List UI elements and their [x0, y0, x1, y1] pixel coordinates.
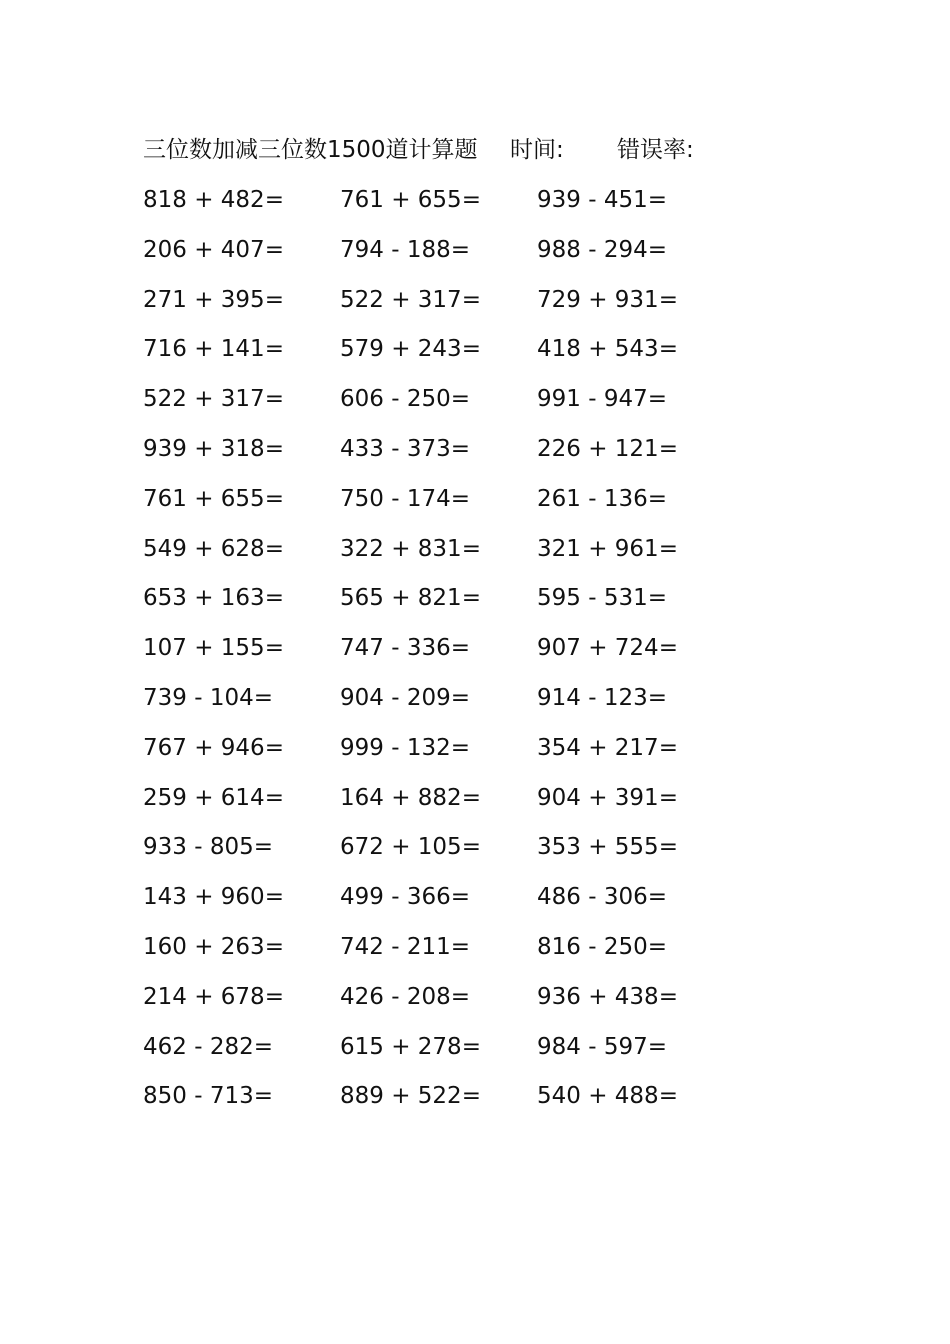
problem: 984 - 597=: [537, 1033, 667, 1060]
problem: 595 - 531=: [537, 585, 667, 612]
problem: 794 - 188=: [340, 236, 470, 263]
problem: 322 + 831=: [340, 535, 481, 562]
problem: 933 - 805=: [143, 834, 273, 861]
problem-row: [143, 728, 743, 778]
problem: 816 - 250=: [537, 933, 667, 960]
problem: 991 - 947=: [537, 386, 667, 413]
problem-row: [143, 778, 743, 828]
problem: 354 + 217=: [537, 734, 678, 761]
problem-row: [143, 429, 743, 479]
problem: 522 + 317=: [340, 286, 481, 313]
problem-row: [143, 529, 743, 579]
problem: 767 + 946=: [143, 734, 284, 761]
problem: 889 + 522=: [340, 1083, 481, 1110]
problem: 936 + 438=: [537, 983, 678, 1010]
problem: 729 + 931=: [537, 286, 678, 313]
problem: 999 - 132=: [340, 734, 470, 761]
problem: 907 + 724=: [537, 635, 678, 662]
problem: 750 - 174=: [340, 485, 470, 512]
problem: 761 + 655=: [340, 187, 481, 213]
problem: 672 + 105=: [340, 834, 481, 861]
problem: 271 + 395=: [143, 286, 284, 313]
problem-row: [143, 827, 743, 877]
problem-row: [143, 977, 743, 1027]
problem: 418 + 543=: [537, 336, 678, 363]
problem-row: [143, 280, 743, 330]
problem-row: [143, 877, 743, 927]
time-label: 时间:: [510, 137, 564, 163]
problem-row: [143, 329, 743, 379]
problem: 579 + 243=: [340, 336, 481, 363]
problem: 259 + 614=: [143, 784, 284, 811]
problem: 206 + 407=: [143, 236, 284, 263]
problem-row: [143, 479, 743, 529]
problem: 226 + 121=: [537, 435, 678, 462]
problem: 565 + 821=: [340, 585, 481, 612]
problem: 615 + 278=: [340, 1033, 481, 1060]
problem-row: [143, 379, 743, 429]
problem-grid: [143, 180, 743, 1126]
problem: 716 + 141=: [143, 336, 284, 363]
problem: 214 + 678=: [143, 983, 284, 1010]
problem: 486 - 306=: [537, 884, 667, 911]
problem-row: [143, 628, 743, 678]
problem-row: [143, 578, 743, 628]
problem: 939 - 451=: [537, 187, 667, 213]
problem: 653 + 163=: [143, 585, 284, 612]
problem: 904 - 209=: [340, 684, 470, 711]
problem: 160 + 263=: [143, 933, 284, 960]
problem: 850 - 713=: [143, 1083, 273, 1110]
problem: 540 + 488=: [537, 1083, 678, 1110]
problem-row: [143, 927, 743, 977]
problem: 426 - 208=: [340, 983, 470, 1010]
problem: 462 - 282=: [143, 1033, 273, 1060]
problem: 499 - 366=: [340, 884, 470, 911]
problem: 353 + 555=: [537, 834, 678, 861]
problem: 747 - 336=: [340, 635, 470, 662]
problem: 761 + 655=: [143, 485, 284, 512]
error-rate-label: 错误率:: [617, 137, 694, 163]
problem: 742 - 211=: [340, 933, 470, 960]
problem-row: [143, 1027, 743, 1077]
problem: 143 + 960=: [143, 884, 284, 911]
problem: 606 - 250=: [340, 386, 470, 413]
problem: 549 + 628=: [143, 535, 284, 562]
problem-row: [143, 230, 743, 280]
problem: 939 + 318=: [143, 435, 284, 462]
problem: 107 + 155=: [143, 635, 284, 662]
worksheet-title: 三位数加减三位数1500道计算题: [143, 137, 478, 163]
problem: 433 - 373=: [340, 435, 470, 462]
problem-row: [143, 1076, 743, 1126]
problem-row: [143, 678, 743, 728]
problem: 988 - 294=: [537, 236, 667, 263]
problem: 164 + 882=: [340, 784, 481, 811]
problem-row: [143, 180, 743, 230]
problem: 522 + 317=: [143, 386, 284, 413]
problem: 904 + 391=: [537, 784, 678, 811]
problem: 321 + 961=: [537, 535, 678, 562]
worksheet-header: [143, 132, 783, 168]
problem: 818 + 482=: [143, 187, 284, 213]
problem: 739 - 104=: [143, 684, 273, 711]
problem: 914 - 123=: [537, 684, 667, 711]
problem: 261 - 136=: [537, 485, 667, 512]
